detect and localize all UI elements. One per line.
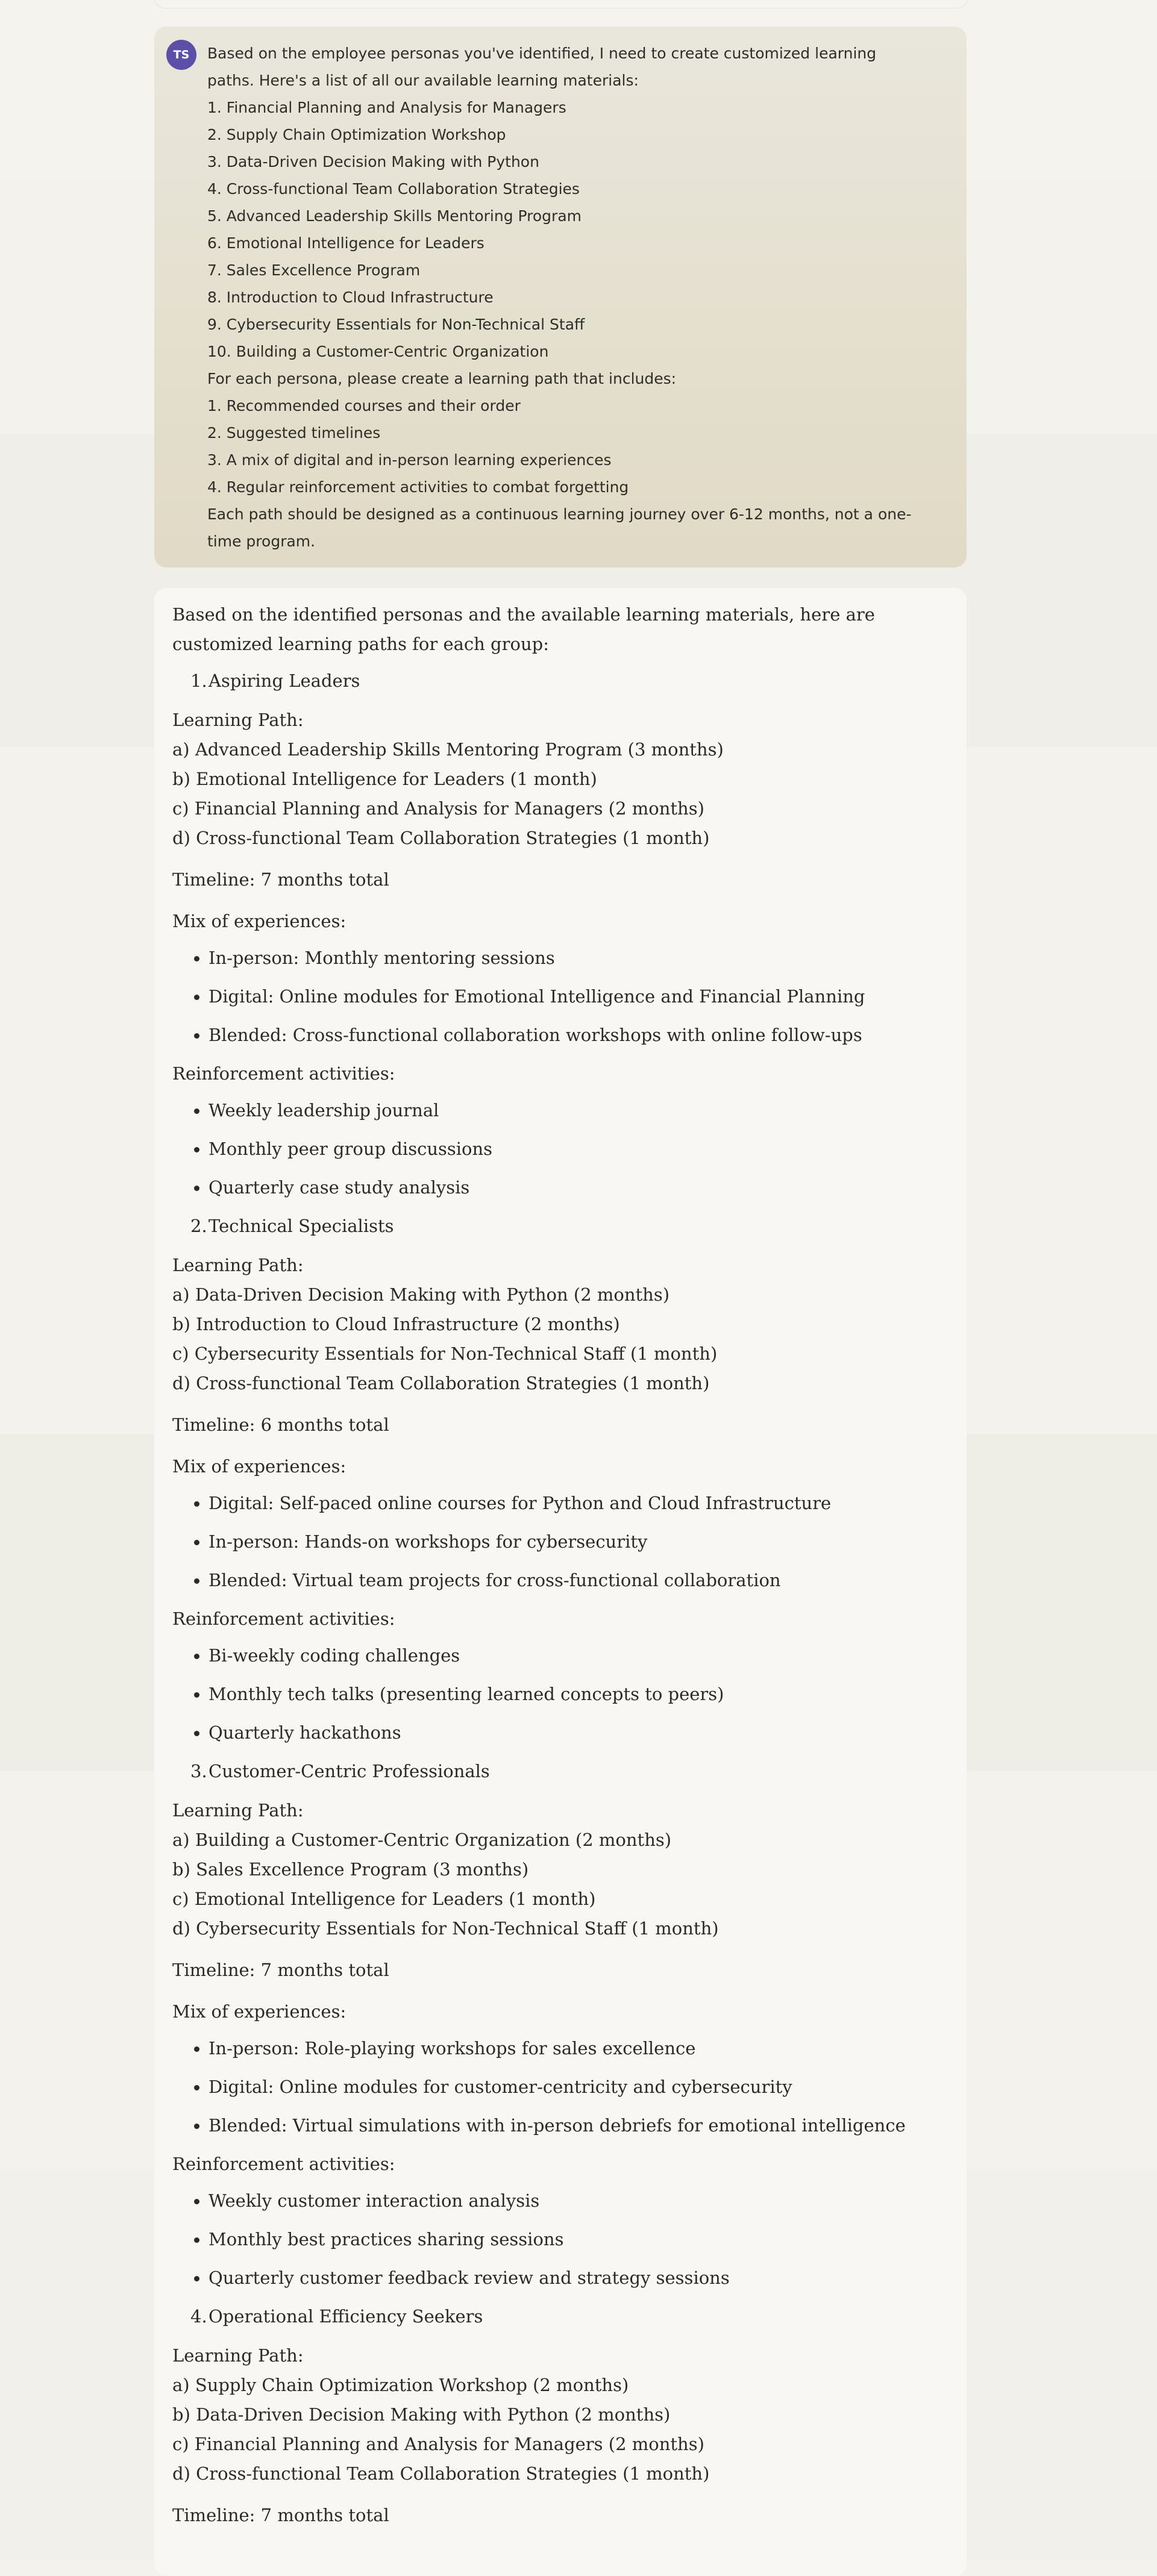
mix-item: In-person: Monthly mentoring sessions [172, 943, 924, 973]
path-item: c) Emotional Intelligence for Leaders (1 month) [172, 1889, 596, 1909]
learning-path-label: Learning Path: [172, 2345, 304, 2366]
mix-item: In-person: Role-playing workshops for sales excellence [172, 2034, 924, 2063]
persona-number: 3. [190, 1761, 207, 1781]
reinforcement-item: Quarterly case study analysis [172, 1173, 924, 1202]
user-line: 2. Supply Chain Optimization Workshop [207, 126, 506, 143]
path-item: c) Cybersecurity Essentials for Non-Technical Staff (1 month) [172, 1343, 718, 1364]
persona-section [172, 666, 924, 1202]
user-line: 6. Emotional Intelligence for Leaders [207, 234, 484, 252]
reinforcement-item: Quarterly hackathons [172, 1718, 924, 1748]
persona-heading [190, 666, 924, 696]
persona-name: Technical Specialists [209, 1216, 394, 1236]
mix-item: Digital: Online modules for customer-centricity and cybersecurity [172, 2072, 924, 2102]
user-line: Based on the employee personas you've identified, I need to create customized learning [207, 45, 877, 62]
persona-section [172, 1757, 924, 2293]
reinforcement-label: Reinforcement activities: [172, 1608, 395, 1629]
timeline-text: Timeline: 7 months total [172, 1960, 389, 1980]
reinforcement-item: Monthly best practices sharing sessions [172, 2225, 924, 2254]
user-message-text [207, 40, 930, 555]
persona-name: Customer-Centric Professionals [209, 1761, 490, 1781]
user-line: 5. Advanced Leadership Skills Mentoring Program [207, 207, 582, 225]
user-line: 1. Financial Planning and Analysis for Managers [207, 99, 566, 116]
mix-item: Blended: Virtual simulations with in-person debriefs for emotional intelligence [172, 2111, 924, 2140]
mix-item: Blended: Cross-functional collaboration workshops with online follow-ups [172, 1021, 924, 1050]
mix-label: Mix of experiences: [172, 911, 346, 931]
path-item: d) Cross-functional Team Collaboration Strategies (1 month) [172, 828, 710, 848]
mix-item: Digital: Online modules for Emotional Intelligence and Financial Planning [172, 982, 924, 1011]
mix-item: In-person: Hands-on workshops for cybersecurity [172, 1527, 924, 1557]
timeline-text: Timeline: 6 months total [172, 1415, 389, 1435]
path-item: a) Building a Customer-Centric Organization (2 months) [172, 1830, 672, 1850]
persona-number: 4. [190, 2306, 207, 2327]
reinforcement-label: Reinforcement activities: [172, 2154, 395, 2174]
path-item: a) Advanced Leadership Skills Mentoring Program (3 months) [172, 739, 724, 760]
persona-name: Aspiring Leaders [209, 671, 360, 691]
path-item: a) Supply Chain Optimization Workshop (2 months) [172, 2375, 629, 2395]
mix-label: Mix of experiences: [172, 2001, 346, 2022]
mix-list [172, 1489, 924, 1595]
path-item: c) Financial Planning and Analysis for Managers (2 months) [172, 2434, 704, 2454]
path-item: a) Data-Driven Decision Making with Python (2 months) [172, 1284, 670, 1305]
user-line: 8. Introduction to Cloud Infrastructure [207, 289, 494, 306]
user-line: 2. Suggested timelines [207, 424, 381, 442]
reinforcement-list [172, 2186, 924, 2293]
path-item: d) Cross-functional Team Collaboration Strategies (1 month) [172, 1373, 710, 1393]
assistant-intro [172, 600, 924, 659]
reinforcement-list [172, 1641, 924, 1748]
user-line: Each path should be designed as a continuous learning journey over 6-12 months, not a one- [207, 505, 912, 523]
path-item: d) Cross-functional Team Collaboration Strategies (1 month) [172, 2463, 710, 2484]
persona-heading [190, 1211, 924, 1241]
path-item: d) Cybersecurity Essentials for Non-Technical Staff (1 month) [172, 1918, 719, 1939]
reinforcement-item: Monthly tech talks (presenting learned concepts to peers) [172, 1680, 924, 1709]
reinforcement-item: Monthly peer group discussions [172, 1134, 924, 1164]
user-message [154, 27, 967, 567]
intro-line: Based on the identified personas and the available learning materials, here are [172, 604, 875, 625]
reinforcement-item: Quarterly customer feedback review and strategy sessions [172, 2263, 924, 2293]
persona-name: Operational Efficiency Seekers [209, 2306, 483, 2327]
persona-section [172, 1211, 924, 1748]
mix-item: Blended: Virtual team projects for cross-functional collaboration [172, 1566, 924, 1595]
mix-list [172, 2034, 924, 2140]
user-line: 9. Cybersecurity Essentials for Non-Technical Staff [207, 316, 585, 333]
reinforcement-item: Weekly customer interaction analysis [172, 2186, 924, 2216]
persona-number: 2. [190, 1216, 207, 1236]
path-item: c) Financial Planning and Analysis for Managers (2 months) [172, 798, 704, 819]
persona-heading [190, 2302, 924, 2331]
mix-list [172, 943, 924, 1050]
timeline-text: Timeline: 7 months total [172, 2505, 389, 2525]
user-line: 7. Sales Excellence Program [207, 261, 421, 279]
user-line: 3. A mix of digital and in-person learning experiences [207, 451, 612, 469]
intro-line: customized learning paths for each group: [172, 634, 549, 654]
assistant-message [154, 588, 967, 2576]
user-line: paths. Here's a list of all our available learning materials: [207, 72, 639, 89]
user-line: 3. Data-Driven Decision Making with Python [207, 153, 539, 170]
user-line: 1. Recommended courses and their order [207, 397, 521, 414]
user-line: 10. Building a Customer-Centric Organization [207, 343, 549, 360]
path-item: b) Emotional Intelligence for Leaders (1 month) [172, 769, 597, 789]
learning-path-label: Learning Path: [172, 710, 304, 730]
mix-item: Digital: Self-paced online courses for Python and Cloud Infrastructure [172, 1489, 924, 1518]
persona-heading [190, 1757, 924, 1786]
timeline-text: Timeline: 7 months total [172, 869, 389, 890]
learning-path-label: Learning Path: [172, 1255, 304, 1275]
user-avatar: TS [166, 40, 196, 70]
previous-message-card [154, 0, 968, 8]
persona-section [172, 2302, 924, 2530]
user-line: For each persona, please create a learning path that includes: [207, 370, 677, 387]
path-item: b) Sales Excellence Program (3 months) [172, 1859, 529, 1880]
user-line: time program. [207, 533, 316, 550]
persona-number: 1. [190, 671, 207, 691]
reinforcement-label: Reinforcement activities: [172, 1063, 395, 1084]
mix-label: Mix of experiences: [172, 1456, 346, 1477]
path-item: b) Data-Driven Decision Making with Python (2 months) [172, 2404, 671, 2425]
learning-path-label: Learning Path: [172, 1800, 304, 1821]
path-item: b) Introduction to Cloud Infrastructure (2 months) [172, 1314, 620, 1334]
reinforcement-item: Bi-weekly coding challenges [172, 1641, 924, 1671]
reinforcement-item: Weekly leadership journal [172, 1096, 924, 1125]
reinforcement-list [172, 1096, 924, 1202]
user-line: 4. Cross-functional Team Collaboration Strategies [207, 180, 580, 198]
user-line: 4. Regular reinforcement activities to combat forgetting [207, 478, 629, 496]
